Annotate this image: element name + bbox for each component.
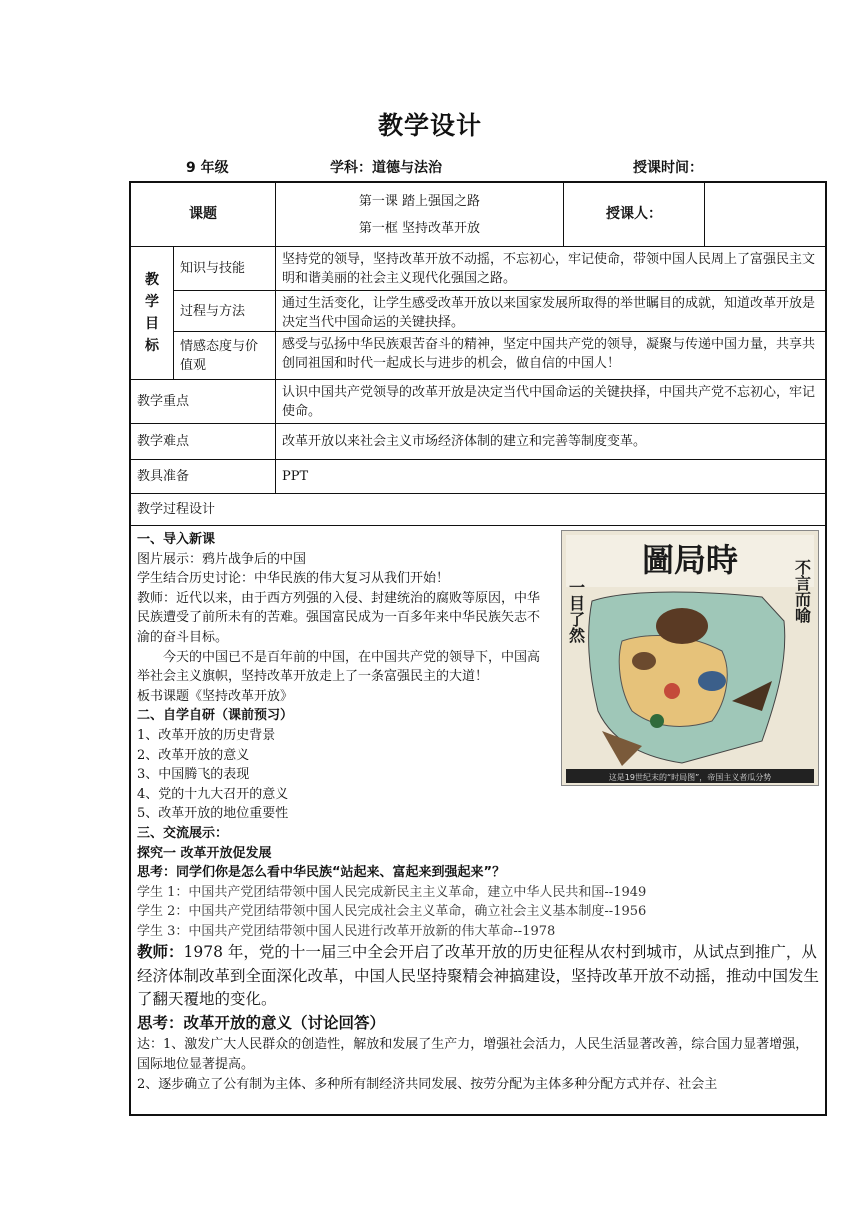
teacher-value	[705, 183, 825, 246]
svg-text:一目了然: 一目了然	[566, 579, 586, 643]
section-1-title: 一、导入新课	[137, 532, 216, 547]
tools-text: PPT	[282, 469, 309, 484]
student-1: 学生 1：中国共产党团结带领中国人民完成新民主主义革命，建立中华人民共和国--1949	[137, 884, 647, 900]
process-label-row	[131, 494, 825, 526]
think-2: 思考：改革开放的意义（讨论回答）	[137, 1013, 386, 1032]
answer-1: 达：1、激发广大人民群众的创造性，解放和发展了生产力，增强社会活力，人民生活显著改善，综合国力显著增强，国际地位显著提高。	[137, 1037, 809, 1073]
subject-label: 学科：道德与法治	[330, 160, 442, 176]
goals-label-char: 目	[145, 316, 159, 332]
goals-row	[131, 247, 825, 380]
topic-row	[131, 183, 825, 247]
think-1: 思考：同学们你是怎么看中华民族“站起来、富起来到强起来”？	[137, 865, 506, 881]
teacher-text: 1978 年，党的十一届三中全会开启了改革开放的历史征程从农村到城市，从试点到推广，从经济体制改革到全面深化改革，中国人民坚持聚精会神搞建设，坚持改革开放不动摇，推动中国发生了翻天覆地的变化。	[137, 943, 820, 1009]
key-point-text: 认识中国共产党领导的改革开放是决定当代中国命运的关键抉择，中国共产党不忘初心，牢记使命。	[282, 385, 816, 419]
answer-2: 2、逐步确立了公有制为主体、多种所有制经济共同发展、按劳分配为主体多种分配方式并存、社会主	[137, 1076, 718, 1092]
process-content	[131, 526, 825, 1114]
image-caption: 这是19世纪末的“时局图”，帝国主义者瓜分势	[608, 773, 772, 782]
map-illustration	[562, 531, 818, 785]
teacher-label-inline: 教师：	[137, 943, 184, 962]
topic-label: 课题	[131, 183, 276, 246]
image-left-text	[567, 579, 586, 644]
goal-label: 知识与技能	[174, 247, 276, 290]
section-3-title: 三、交流展示：	[137, 825, 229, 841]
svg-text:不言而喻: 不言而喻	[792, 559, 812, 623]
tools-row	[131, 460, 825, 494]
intro-line: 板书课题《坚持改革开放》	[137, 688, 294, 704]
intro-block	[137, 530, 549, 824]
student-3: 学生 3：中国共产党团结带领中国人民进行改革开放新的伟大革命--1978	[137, 923, 556, 939]
topic-line-1: 第一课 踏上强国之路	[358, 193, 481, 209]
key-point-label: 教学重点	[131, 380, 276, 423]
difficulty-row	[131, 424, 825, 460]
image-right-text	[793, 559, 812, 624]
goal-process	[174, 291, 825, 332]
preview-item: 3、中国腾飞的表现	[137, 767, 250, 783]
goals-label-char: 教	[145, 272, 159, 288]
intro-line: 教师：近代以来，由于西方列强的入侵、封建统治的腐败等原因，中华民族遭受了前所未有的苦难。强国富民成为一百多年来中华民族矢志不渝的奋斗目标。	[137, 590, 541, 645]
difficulty-text: 改革开放以来社会主义市场经济体制的建立和完善等制度变革。	[282, 434, 647, 449]
goal-text: 通过生活变化，让学生感受改革开放以来国家发展所取得的举世瞩目的成就，知道改革开放是决定当代中国命运的关键抉择。	[282, 296, 816, 330]
section-2-title: 二、自学自研（课前预习）	[137, 708, 294, 724]
goal-text: 感受与弘扬中华民族艰苦奋斗的精神，坚定中国共产党的领导，凝聚与传递中国力量，共享共创同祖国和时代一起成长与进步的机会，做自信的中国人！	[282, 337, 816, 371]
image-title: 圖局時	[641, 541, 739, 579]
student-2: 学生 2：中国共产党团结带领中国人民完成社会主义革命，确立社会主义基本制度--1956	[137, 904, 647, 920]
preview-item: 2、改革开放的意义	[137, 747, 250, 763]
teacher-label: 授课人：	[564, 183, 705, 246]
goals-label	[131, 247, 174, 379]
goals-label-char: 学	[145, 294, 159, 310]
teacher-paragraph	[137, 941, 819, 1012]
goals-label-char: 标	[145, 338, 159, 354]
goals-list	[174, 247, 825, 379]
explore-1-title: 探究一 改革开放促发展	[137, 845, 272, 861]
document-title: 教学设计	[377, 111, 482, 140]
preview-item: 5、改革开放的地位重要性	[137, 806, 289, 822]
lesson-plan-table	[129, 181, 827, 1116]
goal-emotion	[174, 332, 825, 379]
time-label: 授课时间：	[633, 160, 703, 176]
tools-label: 教具准备	[131, 460, 276, 493]
process-label: 教学过程设计	[137, 502, 216, 517]
goal-label: 情感态度与价值观	[174, 332, 276, 379]
goal-text: 坚持党的领导，坚持改革开放不动摇，不忘初心，牢记使命，带领中国人民周上了富强民主文明和谐美丽的社会主义现代化强国之路。	[282, 252, 816, 286]
intro-line: 学生结合历史讨论：中华民族的伟大复习从我们开始！	[137, 571, 450, 587]
intro-line: 今天的中国已不是百年前的中国，在中国共产党的领导下，中国高举社会主义旗帜，坚持改革开放走上了一条富强民主的大道！	[137, 649, 541, 685]
goal-knowledge	[174, 247, 825, 291]
topic-line-2: 第一框 坚持改革开放	[358, 220, 481, 236]
key-point-row	[131, 380, 825, 424]
intro-line: 图片展示：鸦片战争后的中国	[137, 551, 307, 567]
goal-label: 过程与方法	[174, 291, 276, 331]
preview-item: 4、党的十九大召开的意义	[137, 786, 289, 802]
grade-label: 9 年级	[186, 160, 229, 176]
shiju-map-image	[561, 530, 819, 786]
topic-value	[276, 183, 564, 246]
difficulty-label: 教学难点	[131, 424, 276, 459]
preview-item: 1、改革开放的历史背景	[137, 727, 276, 743]
